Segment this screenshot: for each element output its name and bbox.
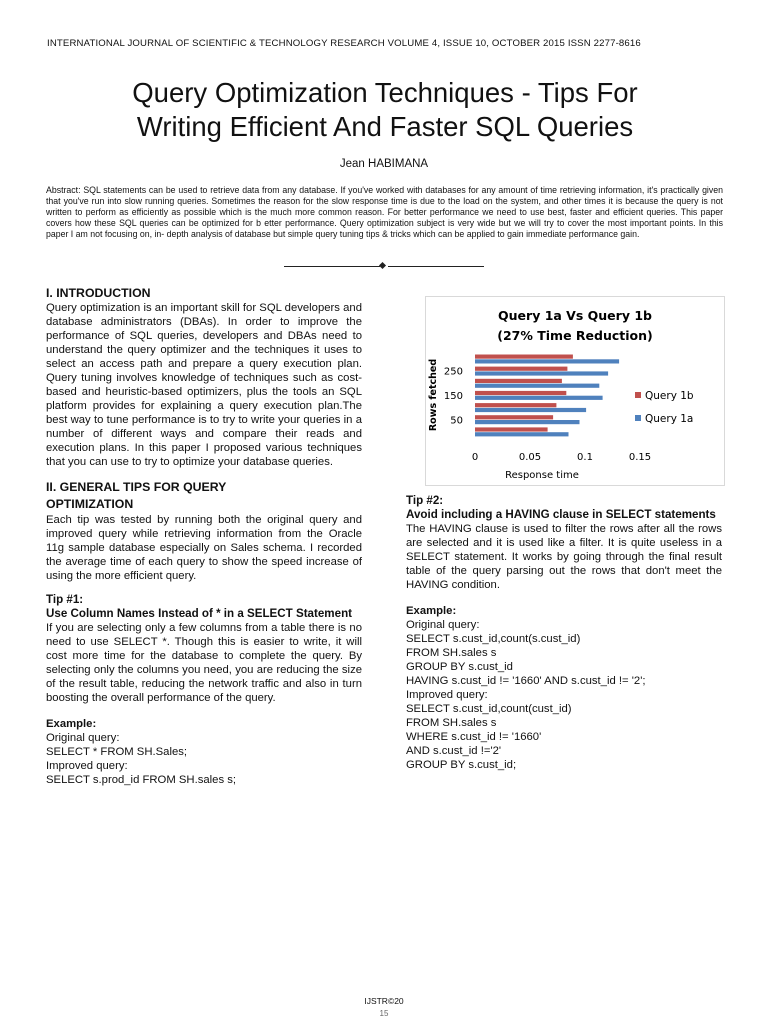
chart-container xyxy=(425,296,725,486)
y-axis-label: Rows fetched xyxy=(428,358,439,432)
section-heading-general-tips xyxy=(46,479,362,513)
bar-query-1b xyxy=(475,391,566,395)
section-heading-introduction: I. INTRODUCTION xyxy=(46,286,151,300)
bar-query-1a xyxy=(475,359,619,363)
section-divider xyxy=(284,263,484,269)
introduction-body: Query optimization is an important skill for SQL developers and database administrators (DBAs). In order to improve the performance of SQL queries, developers and DBAs need to understand the query optimizer and the techniques it uses to select an access path and prepare a query execution plan. Query tuning involves knowledge of techniques such as cost-based and heuristic-based optimizers, plus the tools an SQL platform provides for explaining a query execution plan.The best way to tune performance is to try to write your queries in a number of different ways and compare their reads and execution plans. In this paper I proposed various techniques that you can use to try to optimize your database queries. xyxy=(46,302,362,468)
tip2-label: Tip #2: xyxy=(406,494,444,507)
bar-query-1b xyxy=(475,367,567,371)
tip1-code xyxy=(46,731,362,787)
author-name: Jean HABIMANA xyxy=(339,158,429,170)
x-tick-label: 0 xyxy=(471,452,479,463)
tip1-body: If you are selecting only a few columns from a table there is no need to use SELECT *. Though this is easier to write, it will cost more time for the database to complete the query. By selecting only the columns you need, you are reducing the size of the result table, reducing the network traffic and also in turn boosting the overall performance of the query. xyxy=(46,622,362,704)
code-line: HAVING s.cust_id != '1660' AND s.cust_id != '2'; xyxy=(406,675,646,687)
code-line: AND s.cust_id !='2' xyxy=(406,745,502,757)
paper-title xyxy=(40,76,730,144)
bar-query-1a xyxy=(475,384,599,388)
bar-query-1a xyxy=(475,420,580,424)
title-line-2: Writing Efficient And Faster SQL Queries xyxy=(136,111,634,142)
legend-swatch xyxy=(635,392,641,398)
code-line: WHERE s.cust_id != '1660' xyxy=(406,731,542,743)
tip2-body: The HAVING clause is used to filter the rows after all the rows are selected and it is used like a filter. It is quite useless in a SELECT statement. It works by going through the final result table of the query parsing out the rows that don't meet the HAVING condition. xyxy=(406,523,722,591)
code-line: FROM SH.sales s xyxy=(406,647,497,659)
bar-query-1a xyxy=(475,371,608,375)
section-heading-line-2: OPTIMIZATION xyxy=(46,497,134,511)
bar-query-1a xyxy=(475,408,586,412)
code-line: GROUP BY s.cust_id xyxy=(406,661,513,673)
y-tick-label: 150 xyxy=(443,391,463,402)
journal-header: INTERNATIONAL JOURNAL OF SCIENTIFIC & TECHNOLOGY RESEARCH VOLUME 4, ISSUE 10, OCTOBER 2015 ISSN 2277-8616 xyxy=(47,38,641,49)
code-line: SELECT s.cust_id,count(cust_id) xyxy=(406,703,572,715)
bar-query-1b xyxy=(475,415,553,419)
bar-query-1b xyxy=(475,355,573,359)
code-line: SELECT * FROM SH.Sales; xyxy=(46,746,188,758)
y-tick-label: 250 xyxy=(443,366,463,378)
y-tick-label: 50 xyxy=(450,415,463,427)
code-line: Original query: xyxy=(406,619,480,631)
x-tick-label: 0.1 xyxy=(577,452,593,463)
x-tick-label: 0.05 xyxy=(518,452,542,463)
bar-query-1a xyxy=(475,432,569,436)
left-column xyxy=(46,285,362,787)
tip2-code xyxy=(406,618,722,772)
general-tips-body: Each tip was tested by running both the original query and improved query while retrieving information from the Oracle 11g sample database especially on Sales schema. I recorded the average time of each query to show the speed increase of using the more efficient query. xyxy=(46,514,362,582)
x-tick-label: 0.15 xyxy=(628,452,652,463)
bar-query-1b xyxy=(475,403,556,407)
legend-swatch xyxy=(635,415,641,421)
bar-query-1a xyxy=(475,396,603,400)
x-axis-label: Response time xyxy=(505,470,579,481)
code-line: SELECT s.prod_id FROM SH.sales s; xyxy=(46,774,237,786)
page-footer-continued: 15 xyxy=(379,1009,389,1018)
right-column xyxy=(406,494,722,772)
tip2-title: Avoid including a HAVING clause in SELECT statements xyxy=(406,508,716,521)
chart-subtitle: (27% Time Reduction) xyxy=(497,328,653,343)
title-line-1: Query Optimization Techniques - Tips For xyxy=(132,77,638,108)
chart-title: Query 1a Vs Query 1b xyxy=(498,308,652,323)
bar-query-1b xyxy=(475,427,548,431)
abstract: Abstract: SQL statements can be used to retrieve data from any database. If you've worked with databases for any amount of time retrieving information, it's practically given that you've run into slow running queries. Sometimes the reason for the slow response time is due to the load on the system, and other times it is because the query is not written to perform as efficiently as possible which is the much more common reason. For better performance we need to use best, faster and efficient queries. This paper covers how these SQL queries can be optimized for b etter performance. Query optimization subject is very wide but we will try to cover the most important points. In this paper I am not focusing on, in- depth analysis of database but simple query tuning tips & tricks which can be applied to gain immediate performance gain. xyxy=(46,185,723,239)
legend-entry: Query 1a xyxy=(645,413,694,425)
response-time-chart xyxy=(426,297,724,485)
code-line: Improved query: xyxy=(406,689,488,701)
tip1-title: Use Column Names Instead of * in a SELECT Statement xyxy=(46,607,353,620)
section-heading-line-1: II. GENERAL TIPS FOR QUERY xyxy=(46,480,227,494)
tip1-label: Tip #1: xyxy=(46,593,84,606)
bar-query-1b xyxy=(475,379,562,383)
code-line: Improved query: xyxy=(46,760,128,772)
page-footer: IJSTR©20 xyxy=(364,996,404,1006)
tip2-example-label: Example: xyxy=(406,605,457,617)
code-line: GROUP BY s.cust_id; xyxy=(406,759,517,771)
code-line: Original query: xyxy=(46,732,120,744)
tip1-example-label: Example: xyxy=(46,718,97,730)
legend-entry: Query 1b xyxy=(645,390,694,402)
code-line: FROM SH.sales s xyxy=(406,717,497,729)
code-line: SELECT s.cust_id,count(s.cust_id) xyxy=(406,633,581,645)
